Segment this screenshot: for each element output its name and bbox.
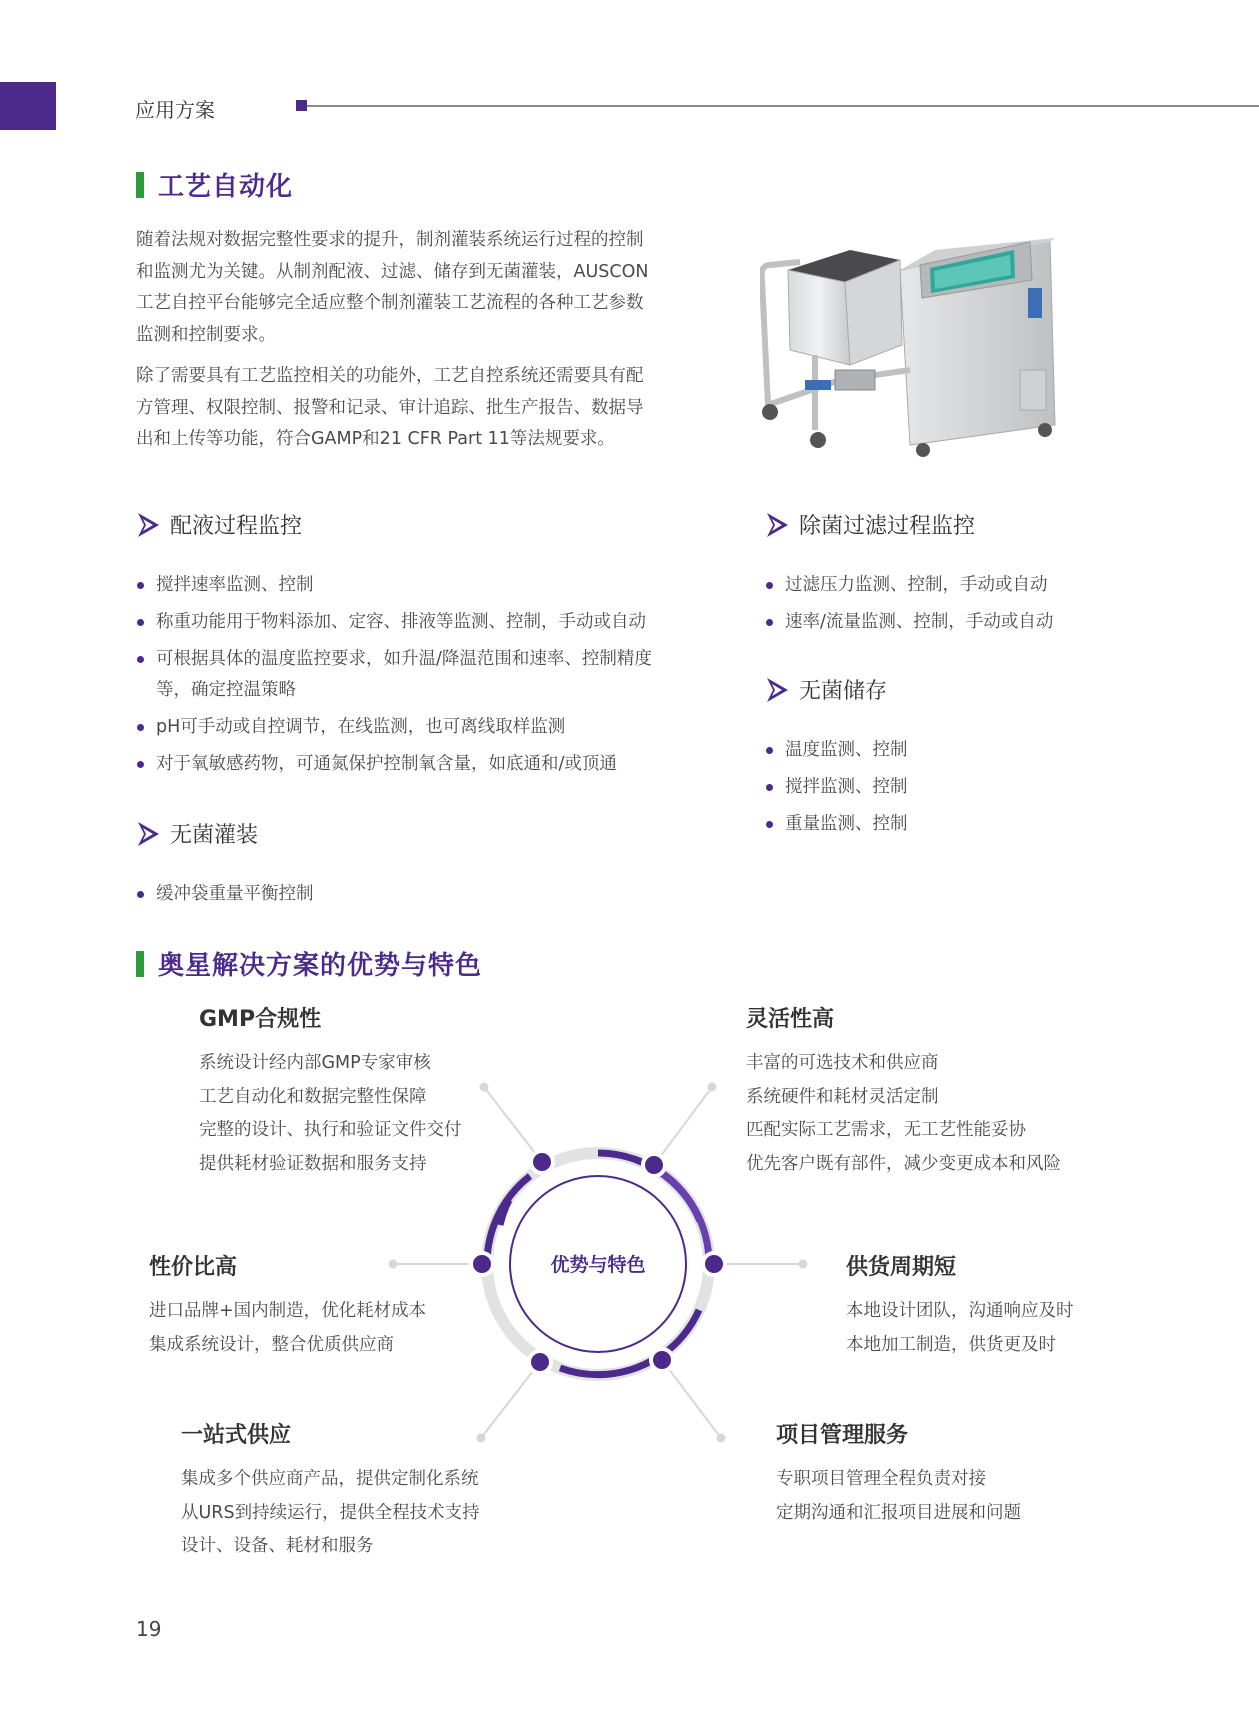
feature-line: 完整的设计、执行和验证文件交付 <box>199 1120 462 1140</box>
feature-flexibility <box>746 1002 1106 1181</box>
list-item: 对于氧敏感药物，可通氮保护控制氧含量，如底通和/或顶通 <box>136 749 666 780</box>
feature-line: 从URS到持续运行，提供全程技术支持 <box>181 1502 480 1523</box>
diagram-center-label: 优势与特色 <box>550 1254 646 1276</box>
feature-line: 集成多个供应商产品，提供定制化系统 <box>181 1469 479 1489</box>
list-item: 缓冲袋重量平衡控制 <box>136 879 666 910</box>
feature-line: 系统设计经内部GMP专家审核 <box>199 1053 431 1073</box>
feature-line: 工艺自动化和数据完整性保障 <box>199 1086 427 1107</box>
feature-line: 定期沟通和汇报项目进展和问题 <box>776 1502 1021 1523</box>
subheading-text: 配液过程监控 <box>170 514 303 539</box>
list-item: 速率/流量监测、控制，手动或自动 <box>765 607 1185 638</box>
feature-line: 集成系统设计，整合优质供应商 <box>149 1334 394 1355</box>
feature-line: 本地加工制造，供货更及时 <box>846 1334 1056 1355</box>
feature-line: 专职项目管理全程负责对接 <box>776 1469 986 1489</box>
section-title-text: 奥星解决方案的优势与特色 <box>158 951 483 981</box>
feature-line: 提供耗材验证数据和服务支持 <box>199 1153 427 1174</box>
list-item: 搅拌监测、控制 <box>765 772 1185 803</box>
feature-line: 设计、设备、耗材和服务 <box>181 1536 374 1556</box>
feature-line: 系统硬件和耗材灵活定制 <box>746 1086 939 1107</box>
header-label: 应用方案 <box>135 98 215 122</box>
feature-line: 进口品牌+国内制造，优化耗材成本 <box>149 1301 427 1321</box>
list-item: 温度监测、控制 <box>765 735 1185 766</box>
feature-title: 一站式供应 <box>181 1423 292 1448</box>
feature-line: 匹配实际工艺需求，无工艺性能妥协 <box>746 1120 1026 1140</box>
list-item: 搅拌速率监测、控制 <box>136 570 666 601</box>
feature-title: GMP合规性 <box>199 1007 322 1032</box>
feature-project-management <box>776 1418 1096 1530</box>
feature-line: 丰富的可选技术和供应商 <box>746 1053 939 1073</box>
feature-title: 灵活性高 <box>746 1007 835 1032</box>
feature-line: 本地设计团队，沟通响应及时 <box>846 1301 1074 1321</box>
feature-supply <box>846 1250 1146 1362</box>
feature-title: 项目管理服务 <box>776 1423 909 1448</box>
feature-one-stop <box>181 1418 501 1564</box>
subheading-text: 除菌过滤过程监控 <box>799 514 976 539</box>
feature-line: 优先客户既有部件，减少变更成本和风险 <box>746 1153 1061 1174</box>
list-item: 可根据具体的温度监控要求，如升温/降温范围和速率、控制精度等，确定控温策略 <box>136 644 666 706</box>
list-item: 称重功能用于物料添加、定容、排液等监测、控制，手动或自动 <box>136 607 666 638</box>
subheading-text: 无菌灌装 <box>170 823 259 848</box>
page-number: 19 <box>136 1617 162 1641</box>
feature-title: 供货周期短 <box>846 1255 957 1280</box>
feature-gmp <box>199 1002 499 1181</box>
list-item: 过滤压力监测、控制，手动或自动 <box>765 570 1185 601</box>
subheading-text: 无菌储存 <box>799 679 888 704</box>
section-title-text: 工艺自动化 <box>158 172 294 202</box>
intro-paragraph: 除了需要具有工艺监控相关的功能外，工艺自控系统还需要具有配方管理、权限控制、报警和记录、审计追踪、批生产报告、数据导出和上传等功能，符合GAMP和21 CFR Part 11等法规要求。 <box>136 366 644 449</box>
intro-paragraph: 随着法规对数据完整性要求的提升，制剂灌装系统运行过程的控制和监测尤为关键。从制剂配液、过滤、储存到无菌灌装，AUSCON工艺自控平台能够完全适应整个制剂灌装工艺流程的各种工艺参数监测和控制要求。 <box>136 230 649 345</box>
list-item: pH可手动或自控调节，在线监测，也可离线取样监测 <box>136 712 666 743</box>
feature-title: 性价比高 <box>149 1255 238 1280</box>
list-item: 重量监测、控制 <box>765 809 1185 840</box>
feature-cost <box>149 1250 449 1362</box>
